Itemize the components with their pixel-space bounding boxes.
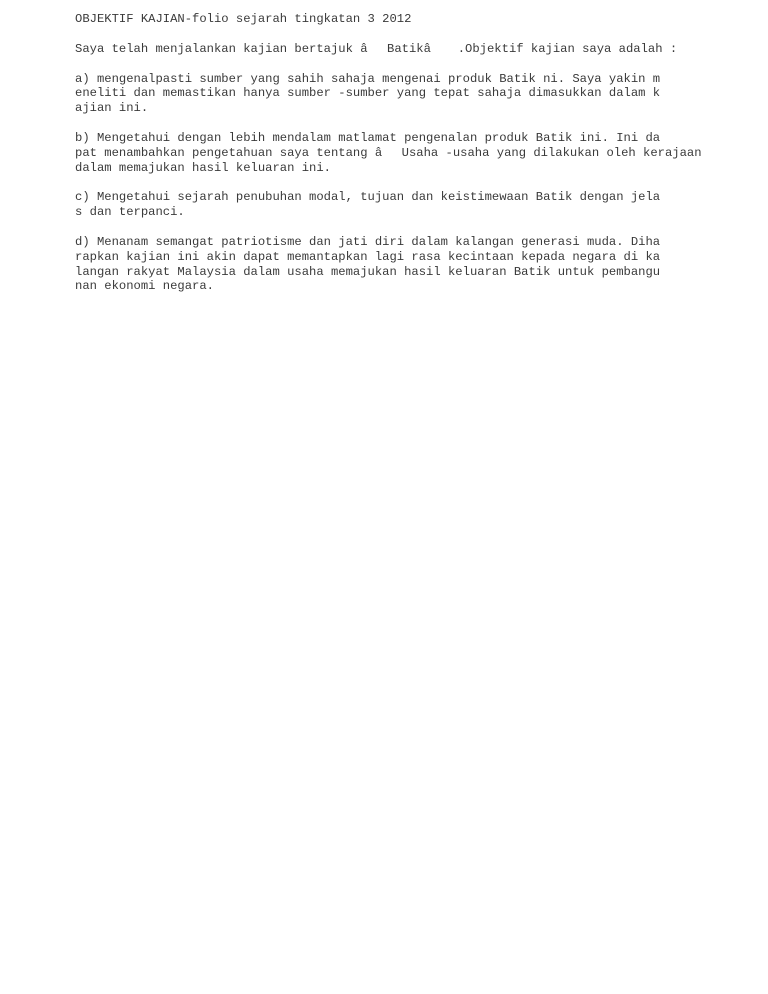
paragraph-line: a) mengenalpasti sumber yang sahih sahaja mengenai produk Batik ni. Saya yakin m bbox=[75, 71, 661, 86]
paragraph-line: langan rakyat Malaysia dalam usaha memajukan hasil keluaran Batik untuk pembangu bbox=[75, 264, 661, 279]
paragraph-line: c) Mengetahui sejarah penubuhan modal, tujuan dan keistimewaan Batik dengan jela bbox=[75, 190, 661, 205]
objective-d-paragraph bbox=[75, 235, 755, 294]
document-title: OBJEKTIF KAJIAN-folio sejarah tingkatan 3 2012 bbox=[75, 12, 412, 26]
paragraph-line: b) Mengetahui dengan lebih mendalam matlamat pengenalan produk Batik ini. Ini da bbox=[75, 130, 661, 145]
document-page bbox=[75, 12, 755, 309]
objective-a-paragraph bbox=[75, 72, 755, 116]
objective-c-paragraph bbox=[75, 190, 755, 220]
paragraph-line: d) Menanam semangat patriotisme dan jati diri dalam kalangan generasi muda. Diha bbox=[75, 234, 661, 249]
objective-b-paragraph bbox=[75, 131, 755, 175]
paragraph-line: dalam memajukan hasil keluaran ini. bbox=[75, 160, 331, 175]
paragraph-line: Saya telah menjalankan kajian bertajuk âBatikâ .Objektif kajian saya adalah : bbox=[75, 41, 678, 56]
paragraph-line: nan ekonomi negara. bbox=[75, 279, 214, 294]
paragraph-line: eneliti dan memastikan hanya sumber -sumber yang tepat sahaja dimasukkan dalam k bbox=[75, 86, 661, 101]
paragraph-line: pat menambahkan pengetahuan saya tentang âUsaha -usaha yang dilakukan oleh kerajaan bbox=[75, 145, 702, 160]
paragraph-line: rapkan kajian ini akin dapat memantapkan lagi rasa kecintaan kepada negara di ka bbox=[75, 249, 661, 264]
paragraph-line: ajian ini. bbox=[75, 101, 149, 116]
paragraph-line: s dan terpanci. bbox=[75, 205, 185, 220]
intro-paragraph bbox=[75, 42, 755, 57]
